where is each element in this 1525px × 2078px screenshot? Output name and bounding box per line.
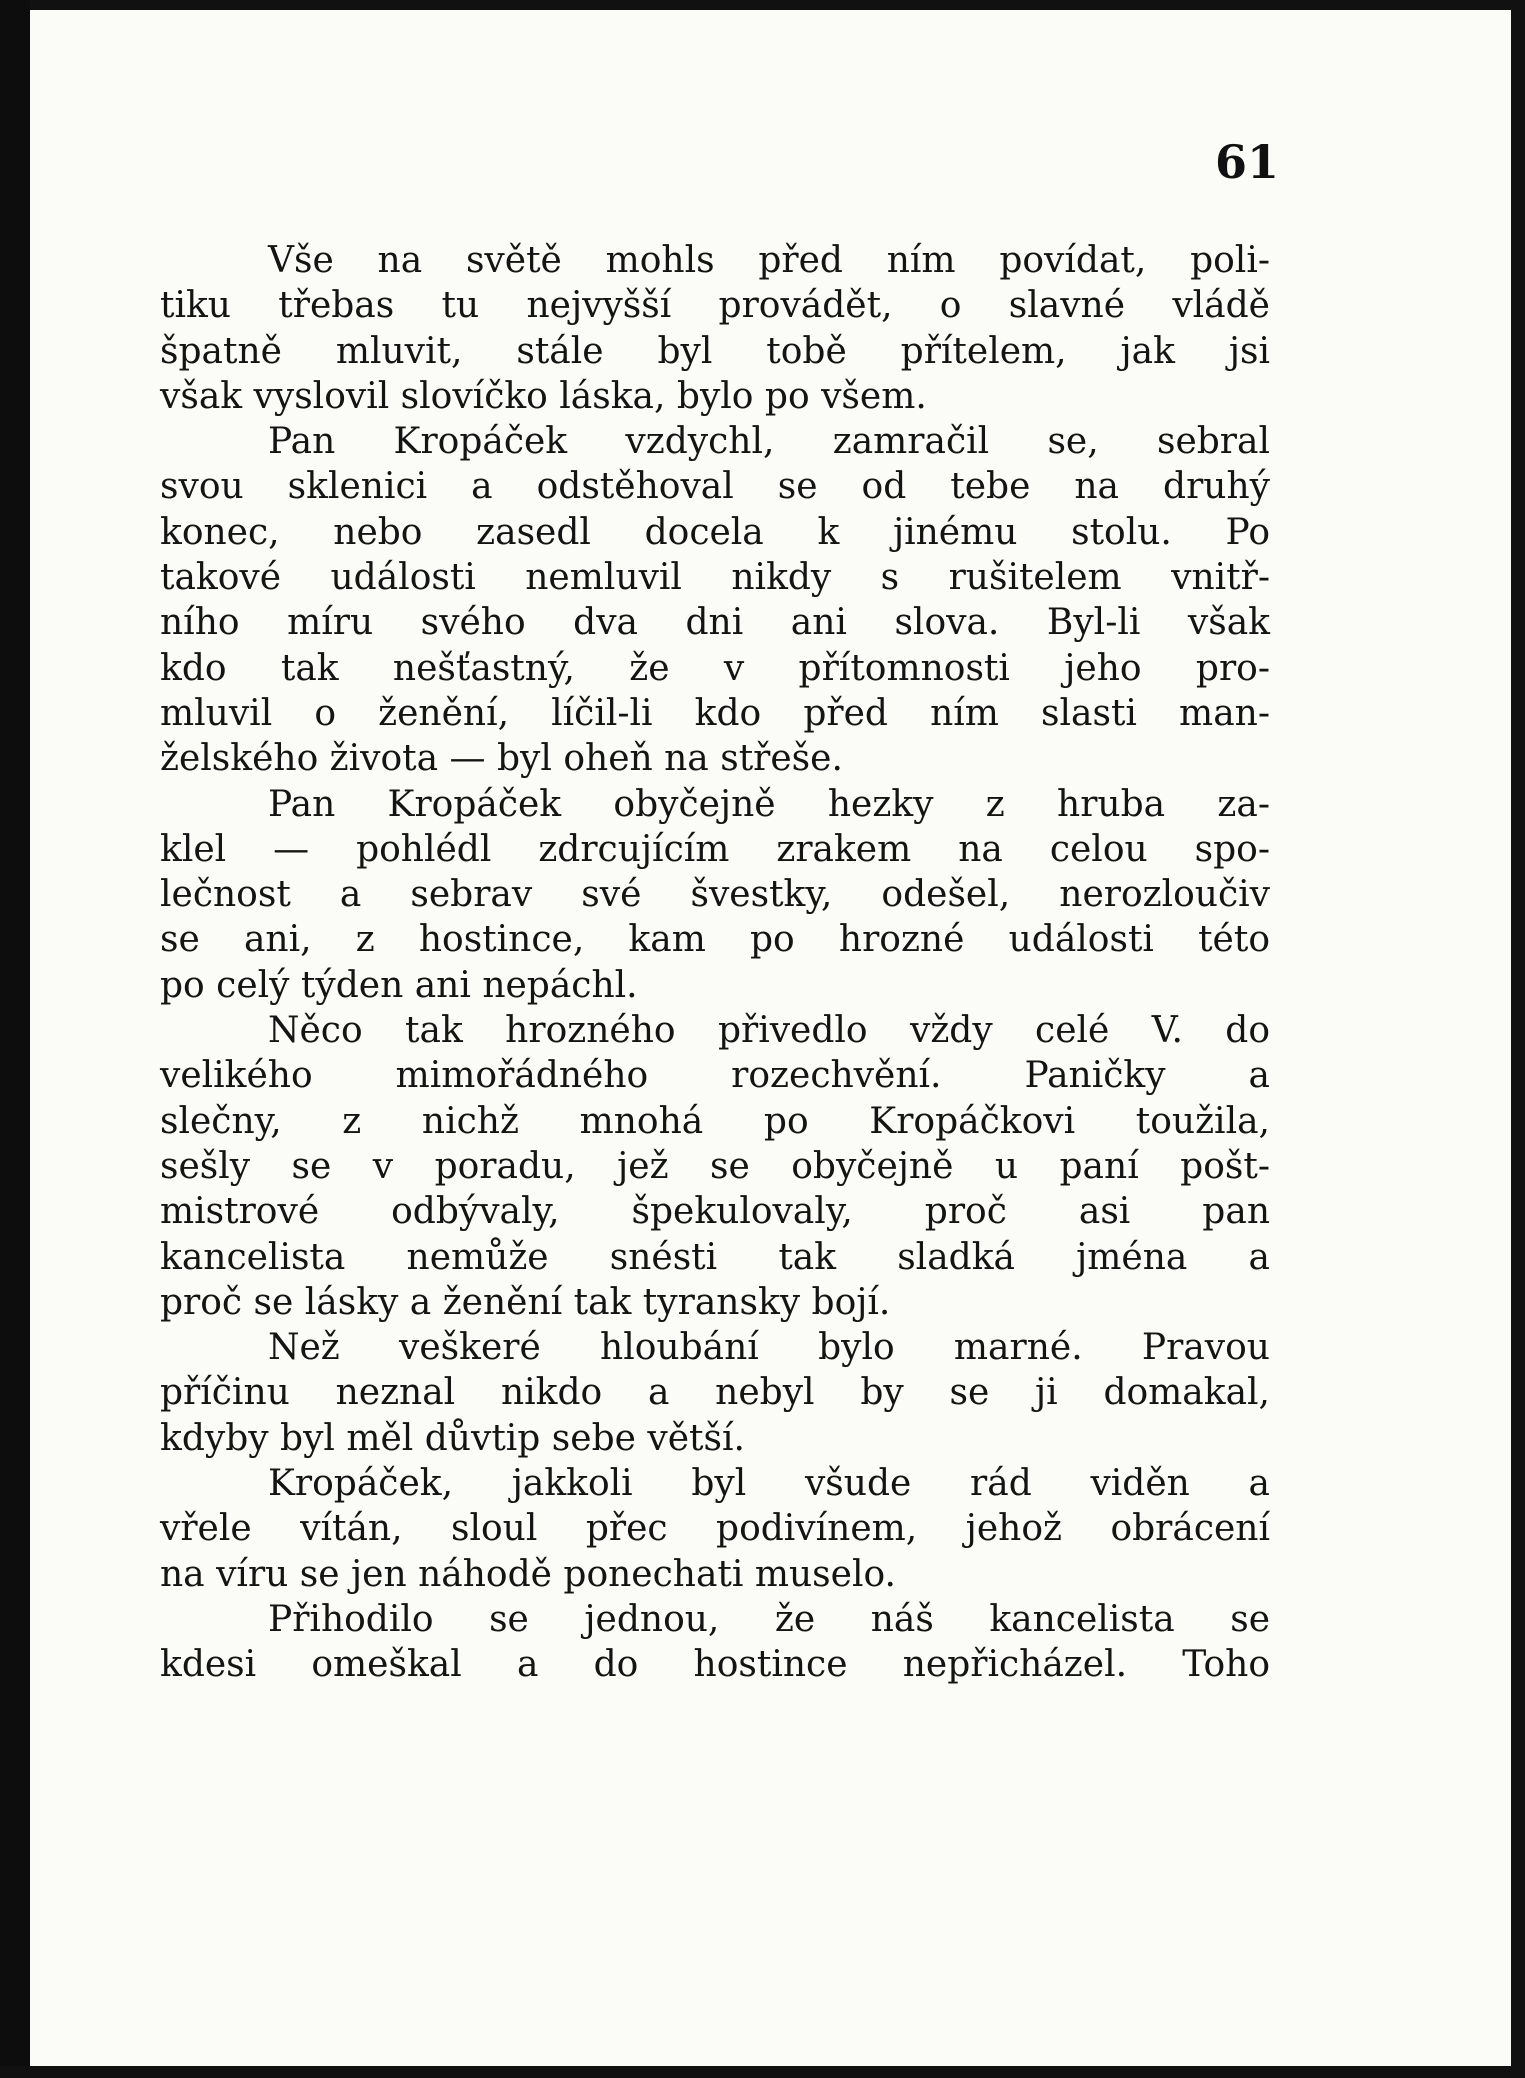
text-line: tiku třebas tu nejvyšší provádět, o slavné vládě: [160, 285, 1270, 327]
scan-border-left: [0, 0, 30, 2078]
text-line: po celý týden ani nepáchl.: [160, 964, 638, 1006]
text-line: Něco tak hrozného přivedlo vždy celé V. do: [268, 1010, 1270, 1052]
scan-border-top: [0, 0, 1525, 10]
text-line: slečny, z nichž mnohá po Kropáčkovi toužila,: [160, 1100, 1270, 1142]
page-number: 61: [1215, 135, 1280, 189]
text-line: vřele vítán, sloul přec podivínem, jehož obrácení: [160, 1508, 1270, 1550]
text-line: Přihodilo se jednou, že náš kancelista se: [268, 1598, 1270, 1640]
text-line: proč se lásky a ženění tak tyransky bojí.: [160, 1281, 891, 1323]
text-line: se ani, z hostince, kam po hrozné události této: [160, 919, 1270, 961]
text-line: Pan Kropáček vzdychl, zamračil se, sebral: [268, 421, 1270, 463]
text-line: takové události nemluvil nikdy s rušitelem vnitř-: [160, 557, 1270, 599]
text-line: příčinu neznal nikdo a nebyl by se ji domakal,: [160, 1372, 1270, 1414]
text-line: špatně mluvit, stále byl tobě přítelem, jak jsi: [160, 330, 1270, 372]
scan-border-right: [1511, 0, 1525, 2078]
text-line: konec, nebo zasedl docela k jinému stolu. Po: [160, 511, 1270, 553]
text-line: kdo tak nešťastný, že v přítomnosti jeho pro-: [160, 647, 1270, 689]
text-line: mluvil o ženění, líčil-li kdo před ním slasti man-: [160, 692, 1270, 734]
text-line: klel — pohlédl zdrcujícím zrakem na celou spo-: [160, 828, 1270, 870]
text-line: velikého mimořádného rozechvění. Paničky a: [160, 1055, 1270, 1097]
text-line: Vše na světě mohls před ním povídat, poli-: [268, 240, 1270, 281]
text-line: mistrové odbývaly, špekulovaly, proč asi pan: [160, 1191, 1270, 1233]
text-line: Než veškeré hloubání bylo marné. Pravou: [268, 1327, 1270, 1369]
text-line: sešly se v poradu, jež se obyčejně u paní pošt-: [160, 1145, 1270, 1187]
text-line: Kropáček, jakkoli byl všude rád viděn a: [268, 1463, 1270, 1505]
text-line: kdyby byl měl důvtip sebe větší.: [160, 1417, 745, 1459]
text-line: na víru se jen náhodě ponechati muselo.: [160, 1553, 896, 1595]
text-line: kdesi omeškal a do hostince nepřicházel. Toho: [160, 1644, 1270, 1686]
text-line: ního míru svého dva dni ani slova. Byl-li však: [160, 602, 1270, 644]
text-line: kancelista nemůže snésti tak sladká jména a: [160, 1236, 1270, 1278]
text-line: svou sklenici a odstěhoval se od tebe na druhý: [160, 466, 1270, 508]
scan-border-bottom: [0, 2066, 1525, 2078]
text-line: však vyslovil slovíčko láska, bylo po všem.: [160, 375, 927, 417]
text-line: lečnost a sebrav své švestky, odešel, nerozloučiv: [160, 874, 1270, 916]
text-line: Pan Kropáček obyčejně hezky z hruba za-: [268, 783, 1270, 825]
text-line: želského života — byl oheň na střeše.: [160, 738, 843, 780]
body-text: [160, 238, 1270, 1688]
